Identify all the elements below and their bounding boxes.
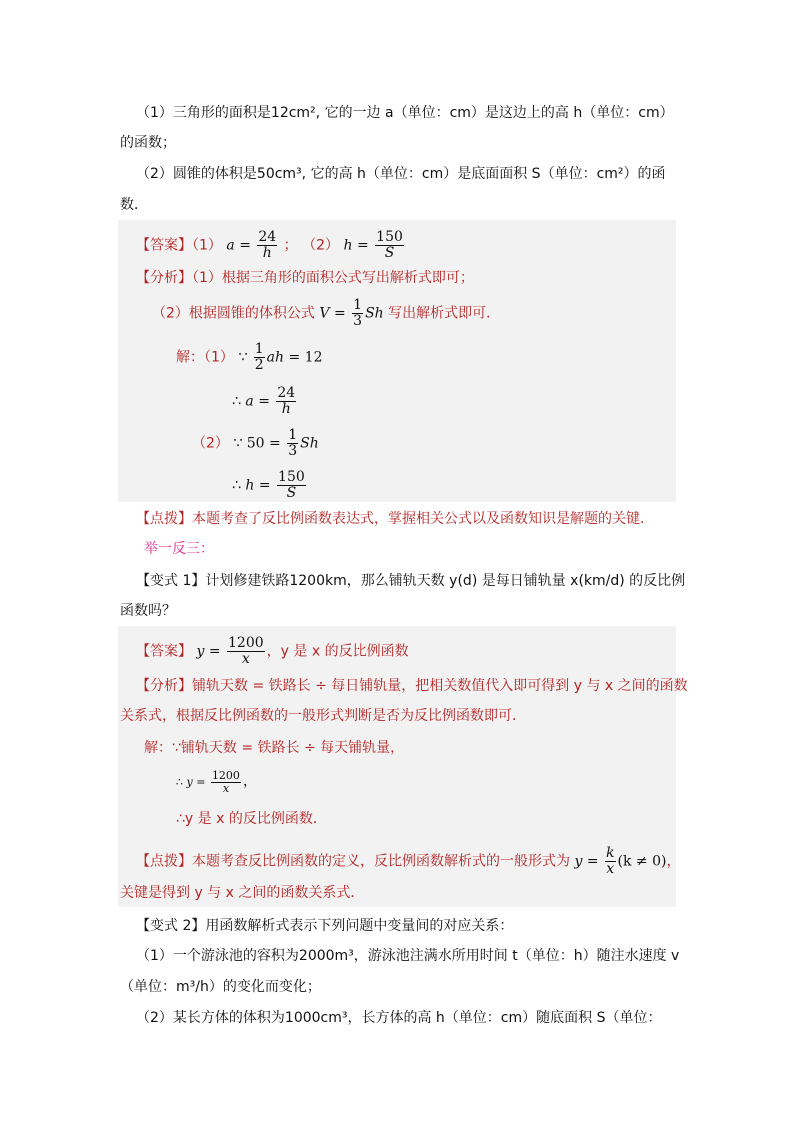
- solution-step-2: [232, 386, 298, 417]
- tip-line-1: [136, 509, 654, 529]
- solution-step-6: [176, 770, 257, 795]
- fraction-150-s: [277, 470, 306, 501]
- comma: ，: [242, 773, 257, 790]
- equals: =: [586, 853, 599, 870]
- numerator: 1200: [228, 635, 264, 651]
- answer-line-1: [136, 230, 406, 261]
- var-a: a: [226, 237, 235, 254]
- variant1-line1: [136, 571, 685, 591]
- equals: =: [208, 643, 221, 660]
- solution-step-1: [176, 342, 323, 373]
- numerator: 24: [258, 229, 277, 245]
- equals: =: [196, 775, 206, 789]
- solution-step-5: 解：∵铺轨天数 = 铁路长 ÷ 每天铺轨量，: [144, 740, 405, 756]
- numerator: 150: [278, 469, 305, 485]
- therefore-symbol: ∴: [176, 775, 183, 789]
- expr-Sh: Sh: [365, 305, 384, 322]
- fraction-1-3: [352, 298, 363, 329]
- denominator: h: [262, 245, 272, 261]
- equals: =: [239, 237, 251, 254]
- analysis-line-3: [136, 676, 688, 696]
- condition-k-nonzero: (k ≠ 0): [617, 853, 667, 870]
- tip-tag: 【点拨】: [136, 853, 192, 870]
- fraction-1200-x: [227, 636, 265, 667]
- var-y: y: [574, 853, 583, 870]
- variant2-line1: [136, 916, 513, 936]
- var-h: h: [343, 237, 353, 254]
- tip-line-2: [136, 846, 680, 877]
- answer-line-2: [136, 636, 409, 667]
- comma: ，: [666, 853, 681, 870]
- denominator: 3: [288, 443, 298, 459]
- denominator: x: [222, 782, 230, 795]
- variant2-line3: （单位：m³/h）的变化而变化；: [120, 979, 321, 995]
- q2-line1: （2）圆锥的体积是50cm³, 它的高 h（单位：cm）是底面面积 S（单位：cm²）的函: [136, 166, 666, 182]
- fraction-1-3: [287, 428, 298, 459]
- var-y: y: [196, 643, 205, 660]
- denominator: S: [384, 245, 395, 261]
- therefore-symbol: ∴: [232, 393, 241, 410]
- expr-Sh: Sh: [300, 435, 319, 452]
- q1-line2: 的函数；: [120, 135, 176, 151]
- tip-text: 本题考查反比例函数的定义，反比例函数解析式的一般形式为: [192, 853, 570, 870]
- tip-text: 本题考查了反比例函数表达式，掌握相关公式以及函数知识是解题的关键．: [192, 511, 654, 527]
- fraction-24-h: [276, 386, 296, 417]
- analysis-tag: 【分析】: [136, 270, 192, 286]
- numerator: k: [606, 845, 615, 861]
- solution-part2-label: （2）: [192, 435, 229, 452]
- fraction-1200-x: [211, 770, 241, 795]
- equals: =: [356, 237, 369, 254]
- variant2-text: 用函数解析式表示下列问题中变量间的对应关系：: [205, 918, 514, 934]
- expr-ah: ah: [266, 349, 285, 366]
- analysis-text: （1）根据三角形的面积公式写出解析式即可；: [192, 270, 474, 286]
- q1-line1: （1）三角形的面积是12cm², 它的一边 a（单位：cm）是这边上的高 h（单位：cm）: [136, 105, 674, 121]
- q2-line2: 数．: [120, 197, 148, 213]
- solution-step-7: ∴y 是 x 的反比例函数．: [176, 811, 327, 827]
- answer-part1-label: （1）: [192, 237, 222, 254]
- equals: =: [333, 305, 346, 322]
- var-y: y: [186, 775, 193, 789]
- because-symbol: ∵: [238, 349, 248, 366]
- analysis-text: 铺轨天数 = 铁路长 ÷ 每日铺轨量，把相关数值代入即可得到 y 与 x 之间的函数: [192, 678, 688, 694]
- tip-tag: 【点拨】: [136, 511, 192, 527]
- var-a: a: [245, 393, 254, 410]
- answer-text: ，y 是 x 的反比例函数: [266, 643, 409, 660]
- denominator: x: [606, 861, 615, 877]
- denominator: 3: [353, 313, 363, 329]
- numerator: 1200: [211, 769, 240, 782]
- equals: =: [258, 477, 271, 494]
- analysis-line-1: [136, 268, 474, 288]
- numerator: 24: [277, 385, 296, 401]
- denominator: S: [286, 485, 297, 501]
- variant2-line2: （1）一个游泳池的容积为2000m³，游泳池注满水所用时间 t（单位：h）随注水速度 v: [136, 948, 680, 964]
- variant2-line4: （2）某长方体的体积为1000cm³，长方体的高 h（单位：cm）随底面积 S（单位：: [136, 1010, 662, 1026]
- denominator: h: [281, 401, 291, 417]
- analysis-text: （2）根据圆锥的体积公式: [152, 305, 315, 322]
- variant1-line2: 函数吗？: [120, 603, 176, 619]
- answer-tag: 【答案】: [136, 643, 192, 660]
- variant1-text: 计划修建铁路1200km，那么铺轨天数 y(d) 是每日铺轨量 x(km/d) 的反比例: [205, 573, 686, 589]
- fraction-1-2: [254, 342, 265, 373]
- because-symbol: ∵: [233, 435, 243, 452]
- analysis-line-2: [152, 298, 500, 329]
- answer-part2-label: （2）: [302, 237, 340, 254]
- denominator: 2: [254, 357, 264, 373]
- numerator: 1: [353, 297, 363, 313]
- numerator: 150: [376, 229, 403, 245]
- expr-50-equals: 50 =: [246, 435, 281, 452]
- answer-tag: 【答案】: [136, 237, 192, 254]
- numerator: 1: [288, 427, 298, 443]
- section-title: 举一反三：: [144, 541, 214, 557]
- therefore-symbol: ∴: [232, 477, 241, 494]
- solution-step-4: [232, 470, 308, 501]
- numerator: 1: [254, 341, 264, 357]
- variant2-tag: 【变式 2】: [136, 918, 206, 934]
- analysis-line-4: 关系式，根据反比例函数的一般形式判断是否为反比例函数即可．: [120, 708, 526, 724]
- separator: ；: [283, 237, 298, 254]
- var-h: h: [245, 477, 255, 494]
- analysis-text: 写出解析式即可．: [388, 305, 501, 322]
- var-V: V: [319, 305, 330, 322]
- fraction-150-s: [375, 230, 404, 261]
- analysis-tag: 【分析】: [136, 678, 192, 694]
- solution-step-3: [192, 428, 319, 459]
- tip-line-3: 关键是得到 y 与 x 之间的函数关系式．: [120, 885, 365, 901]
- equals-12: = 12: [288, 349, 323, 366]
- denominator: x: [241, 651, 250, 667]
- variant1-tag: 【变式 1】: [136, 573, 206, 589]
- equals: =: [258, 393, 270, 410]
- solution-label: 解：（1）: [176, 349, 234, 366]
- fraction-k-x: [605, 846, 615, 877]
- fraction-24-h: [257, 230, 277, 261]
